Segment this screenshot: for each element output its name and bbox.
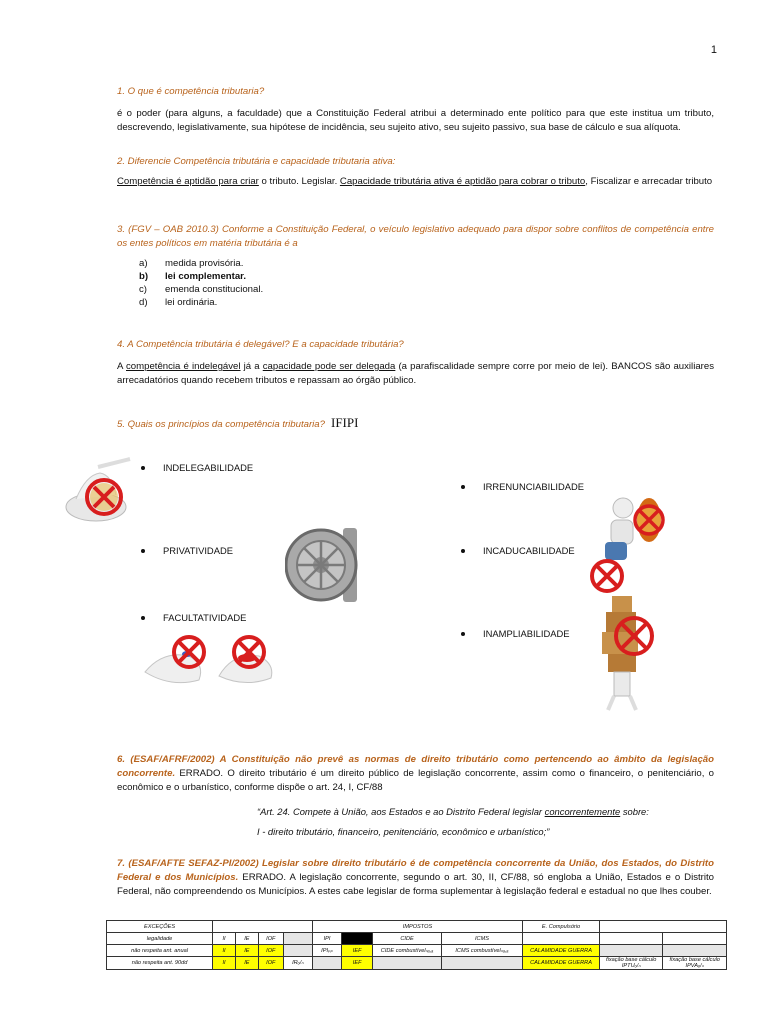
acronym: IFIPI — [330, 415, 359, 430]
hands-pills-no-icon — [141, 630, 276, 690]
person-boxes-no-icon — [596, 592, 666, 714]
hand-no-icon — [56, 455, 136, 530]
option-d: d) lei ordinária. — [139, 297, 218, 308]
question-6 — [117, 753, 714, 839]
person-pushing-no-icon — [587, 490, 667, 600]
principle-1: INDELEGABILIDADE — [141, 462, 253, 473]
question-3 — [117, 223, 714, 309]
table-row: não respeita ant. anual II IE IOF IPIₚₚ IEF CIDE combustívelₙₐ,ₐ ICMS combustívelₙₐ,ₐ CALAMIDADE GUERRA — [107, 945, 727, 957]
question-4 — [117, 338, 714, 388]
principle-2: IRRENUNCIABILIDADE — [461, 481, 584, 492]
question-4-answer: A competência é indelegável já a capacidade pode ser delegada (a parafiscalidade sempre corre por meio de lei). BANCOS são auxiliares arrecadatórios quando recebem tributos e repassam ao órgão público. — [117, 361, 714, 386]
question-7-text: 7. (ESAF/AFTE SEFAZ-PI/2002) Legislar sobre direito tributário é de competência concorrente da União, dos Estados, do Distrito Federal e dos Municípios. ERRADO. A legislação concorrente, segundo o art. 30, II, CF/88, só engloba a União, Estados e o Distrito Federal, não compreendendo os Municípios. A estes cabe legislar de forma suplementar à legislação federal e estadual no que lhes couber. — [117, 858, 715, 897]
principle-6: INAMPLIABILIDADE — [461, 628, 570, 639]
option-b: b) lei complementar. — [139, 271, 247, 282]
option-a: a) medida provisória. — [139, 258, 244, 269]
table-row: legalidade II IE IOF IPI CIDE ICMS — [107, 933, 727, 945]
question-1-answer: é o poder (para alguns, a faculdade) que a Constituição Federal atribui a determinado ente político para que este institua um tributo, descrevendo, legislativamente, sua hipótese de incidência, seu sujeito ativo, seu sujeito passivo, sua base de cálculo e sua alíquota. — [117, 108, 714, 133]
question-2 — [117, 155, 714, 189]
question-2-title: 2. Diferencie Competência tributária e capacidade tributaria ativa: — [117, 156, 396, 167]
principle-3: PRIVATIVIDADE — [141, 545, 233, 556]
question-7 — [117, 857, 714, 899]
question-1-title: 1. O que é competência tributaria? — [117, 86, 265, 97]
question-5-title: 5. Quais os princípios da competência tributaria? IFIPI — [117, 415, 359, 430]
question-1 — [117, 85, 714, 135]
exceptions-table — [106, 920, 727, 970]
question-5 — [117, 416, 714, 432]
table-header: EXCEÇÕES IMPOSTOS E. Compulsório — [107, 921, 727, 933]
table-row: não respeita ant. 90dd II IE IOF IRₒ/ₙ IEF CALAMIDADE GUERRA fixação base cálculo IPTUₒ/ₙ fixação base cálculo IPVAₒ/ₙ — [107, 957, 727, 970]
question-3-title: 3. (FGV – OAB 2010.3) Conforme a Constituição Federal, o veículo legislativo adequado para dispor sobre conflitos de competência entre os entes políticos em matéria tributária é a — [117, 224, 714, 249]
question-2-answer: Competência é aptidão para criar o tributo. Legislar. Capacidade tributária ativa é aptidão para cobrar o tributo, Fiscalizar e arrecadar tributo — [117, 176, 713, 187]
principle-4: INCADUCABILIDADE — [461, 545, 575, 556]
quote-line-2: I - direito tributário, financeiro, penitenciário, econômico e urbanístico;” — [257, 826, 550, 837]
question-4-title: 4. A Competência tributária é delegável? E a capacidade tributária? — [117, 339, 404, 350]
page-number: 1 — [710, 44, 717, 56]
question-3-options — [117, 257, 714, 309]
vault-door-icon — [285, 522, 361, 608]
option-c: c) emenda constitucional. — [139, 284, 264, 295]
principle-5: FACULTATIVIDADE — [141, 612, 246, 623]
quote-line-1: “Art. 24. Compete à União, aos Estados e ao Distrito Federal legislar concorrentemente sobre: — [257, 806, 649, 817]
question-6-text: 6. (ESAF/AFRF/2002) A Constituição não prevê as normas de direito tributário como pertencendo ao âmbito da legislação concorrente. ERRADO. O direito tributário é um direito público de legislação concorrente, assim como o financeiro, o penitenciário, o econômico e o urbanístico, conforme dispõe o art. 24, I, CF/88 — [117, 754, 714, 793]
